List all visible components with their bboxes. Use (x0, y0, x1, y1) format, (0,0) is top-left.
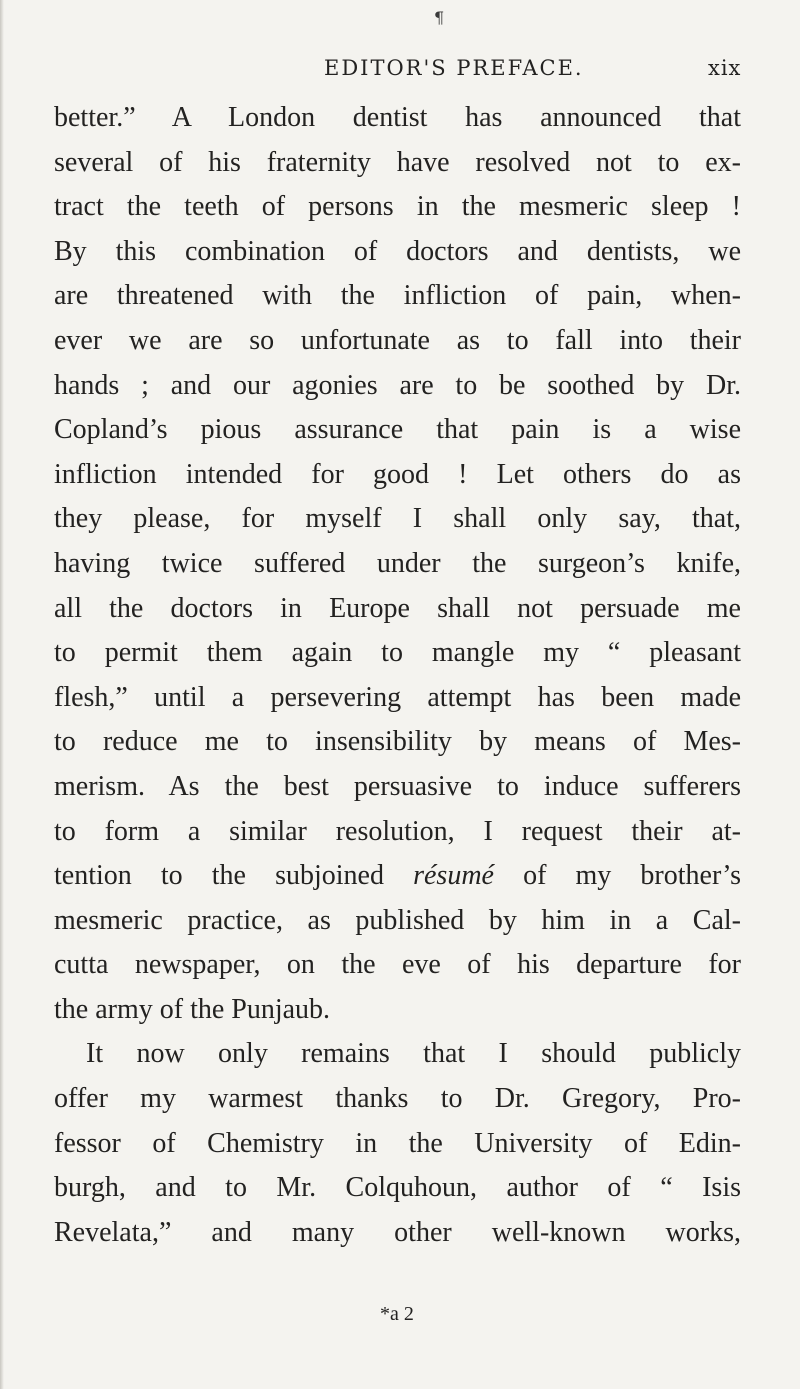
text-line: merism. As the best persuasive to induce sufferers (54, 770, 741, 802)
text-line: It now only remains that I should publicly (86, 1038, 741, 1070)
text-line-tail: of my brother’s (493, 860, 741, 892)
text-line: cutta newspaper, on the eve of his departure for (54, 949, 741, 981)
text-line: Copland’s pious assurance that pain is a wise (54, 414, 741, 446)
italic-word: résumé (413, 860, 494, 892)
text-line-resume (54, 854, 741, 899)
text-line: they please, for myself I shall only say, that, (54, 503, 741, 535)
text-line: infliction intended for good ! Let others do as (54, 458, 741, 490)
body-text (54, 96, 741, 1255)
signature-mark: *a 2 (380, 1303, 414, 1325)
text-line: Revelata,” and many other well-known works, (54, 1216, 741, 1248)
text-line-start: tention to the subjoined (54, 860, 414, 892)
text-line: tract the teeth of persons in the mesmeric sleep ! (54, 191, 741, 223)
page-edge-shadow (0, 0, 4, 1389)
running-head (0, 56, 800, 86)
text-line: By this combination of doctors and dentists, we (54, 235, 741, 267)
text-line: all the doctors in Europe shall not persuade me (54, 592, 741, 624)
text-line: offer my warmest thanks to Dr. Gregory, Pro- (54, 1083, 741, 1115)
text-line: flesh,” until a persevering attempt has been made (54, 681, 741, 713)
running-head-title: EDITOR'S PREFACE. (324, 56, 584, 80)
text-line: better.” A London dentist has announced that (54, 102, 741, 133)
page-number: xix (708, 56, 742, 80)
text-line: are threatened with the infliction of pain, when- (54, 280, 741, 312)
text-line: the army of the Punjaub. (54, 993, 331, 1025)
text-line: to form a similar resolution, I request their at- (54, 815, 741, 847)
text-line: to permit them again to mangle my “ pleasant (54, 637, 741, 669)
text-line: hands ; and our agonies are to be soothed by Dr. (54, 369, 741, 401)
text-line: having twice suffered under the surgeon’s knife, (54, 547, 741, 579)
text-line: burgh, and to Mr. Colquhoun, author of “ Isis (54, 1172, 741, 1204)
text-line: several of his fraternity have resolved not to ex- (54, 146, 741, 178)
text-line: ever we are so unfortunate as to fall into their (54, 324, 741, 356)
text-line: fessor of Chemistry in the University of Edin- (54, 1127, 741, 1159)
top-mark: ¶ (434, 8, 445, 27)
text-line: to reduce me to insensibility by means of Mes- (54, 726, 741, 758)
text-line: mesmeric practice, as published by him in a Cal- (54, 904, 741, 936)
